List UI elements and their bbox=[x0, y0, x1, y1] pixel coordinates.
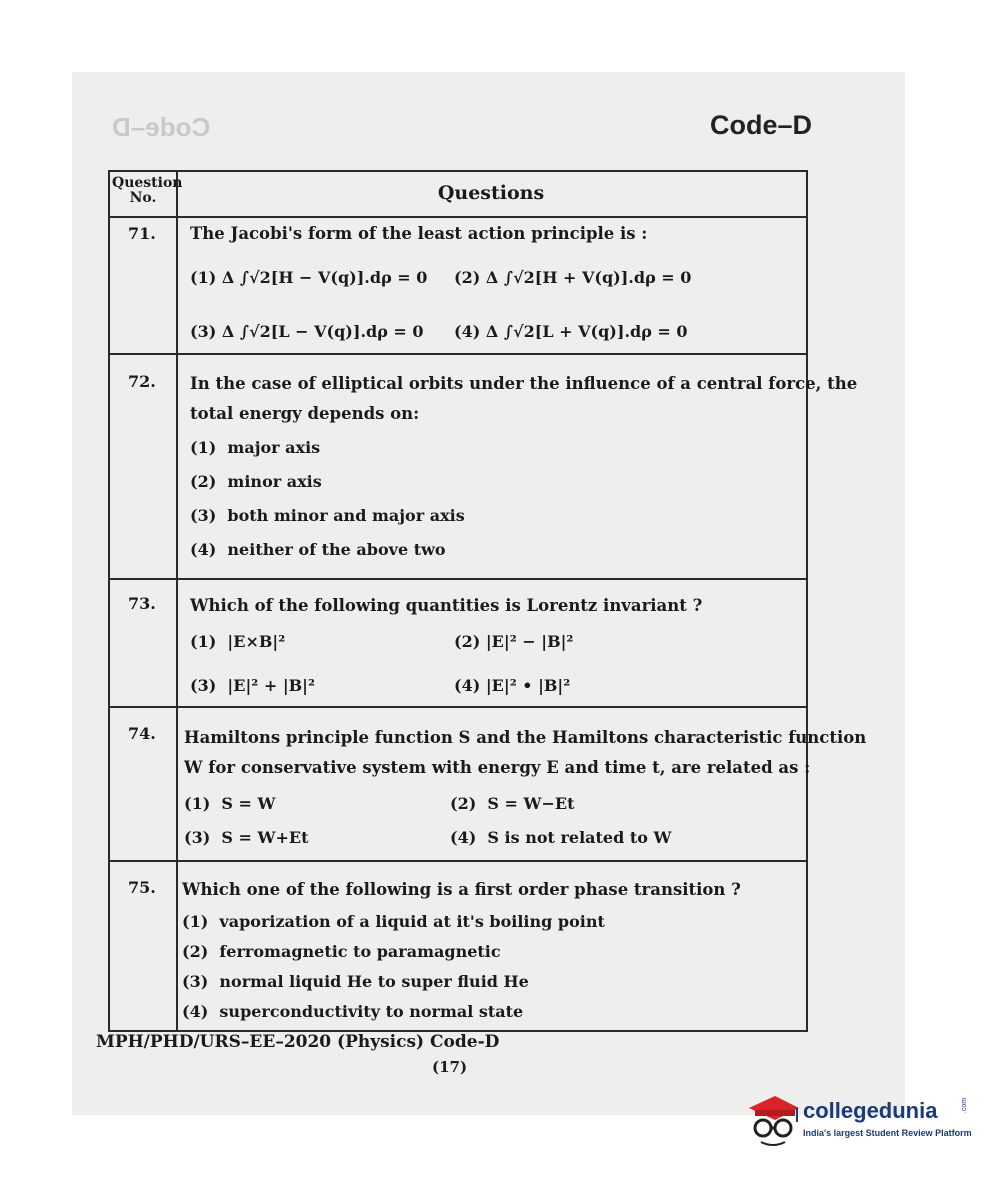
header-question-no: Question No. bbox=[112, 175, 183, 206]
question-number: 72. bbox=[128, 372, 156, 391]
brand-domain: .com bbox=[961, 1097, 969, 1114]
option-2: (2) Δ ∫√2[H + V(q)].dρ = 0 bbox=[454, 268, 692, 287]
option-1: (1) S = W bbox=[184, 794, 276, 813]
page-number: (17) bbox=[432, 1058, 468, 1076]
row-divider bbox=[110, 706, 806, 708]
paper-code-footer: MPH/PHD/URS–EE–2020 (Physics) Code-D bbox=[96, 1032, 500, 1052]
questions-table bbox=[108, 170, 867, 1032]
question-number: 74. bbox=[128, 724, 156, 743]
question-text: Which of the following quantities is Lorentz invariant ? bbox=[190, 596, 703, 615]
brand-tagline: India's largest Student Review Platform bbox=[803, 1128, 972, 1138]
collegedunia-watermark bbox=[745, 1090, 975, 1160]
row-divider bbox=[110, 860, 806, 862]
option-1: (1) Δ ∫√2[H − V(q)].dρ = 0 bbox=[190, 268, 428, 287]
brand-name: collegedunia bbox=[803, 1098, 938, 1123]
row-divider bbox=[110, 578, 806, 580]
option-1: (1) |E×B|² bbox=[190, 632, 286, 651]
option-2: (2) S = W−Et bbox=[450, 794, 575, 813]
question-text-line1: Hamiltons principle function S and the Hamiltons characteristic function bbox=[184, 728, 867, 747]
option-1: (1) major axis bbox=[190, 438, 321, 457]
option-4: (4) neither of the above two bbox=[190, 540, 446, 559]
question-text-line2: W for conservative system with energy E and time t, are related as : bbox=[184, 758, 811, 777]
option-3: (3) normal liquid He to super fluid He bbox=[182, 972, 529, 991]
question-number: 75. bbox=[128, 878, 156, 897]
page-code-label: Code–D bbox=[710, 110, 813, 140]
option-2: (2) |E|² − |B|² bbox=[454, 632, 574, 651]
option-2: (2) ferromagnetic to paramagnetic bbox=[182, 942, 501, 961]
question-number: 71. bbox=[128, 224, 156, 243]
question-number: 73. bbox=[128, 594, 156, 613]
header-questions: Questions bbox=[437, 182, 545, 204]
option-4: (4) superconductivity to normal state bbox=[182, 1002, 524, 1021]
table-header bbox=[110, 172, 806, 218]
option-3: (3) S = W+Et bbox=[184, 828, 309, 847]
collegedunia-mascot-icon bbox=[745, 1090, 801, 1152]
question-text: Which one of the following is a first order phase transition ? bbox=[182, 880, 741, 899]
question-text: The Jacobi's form of the least action principle is : bbox=[190, 224, 648, 243]
option-4: (4) Δ ∫√2[L + V(q)].dρ = 0 bbox=[454, 322, 688, 341]
ghost-code-mirrored: Code–D bbox=[112, 112, 211, 142]
option-3: (3) both minor and major axis bbox=[190, 506, 465, 525]
option-2: (2) minor axis bbox=[190, 472, 322, 491]
row-divider bbox=[110, 353, 806, 355]
column-divider bbox=[176, 172, 178, 1030]
option-1: (1) vaporization of a liquid at it's boiling point bbox=[182, 912, 605, 931]
option-3: (3) |E|² + |B|² bbox=[190, 676, 315, 695]
question-text-line1: In the case of elliptical orbits under the influence of a central force, the bbox=[190, 374, 858, 393]
question-text-line2: total energy depends on: bbox=[190, 404, 420, 423]
option-4: (4) |E|² • |B|² bbox=[454, 676, 571, 695]
option-4: (4) S is not related to W bbox=[450, 828, 672, 847]
option-3: (3) Δ ∫√2[L − V(q)].dρ = 0 bbox=[190, 322, 424, 341]
